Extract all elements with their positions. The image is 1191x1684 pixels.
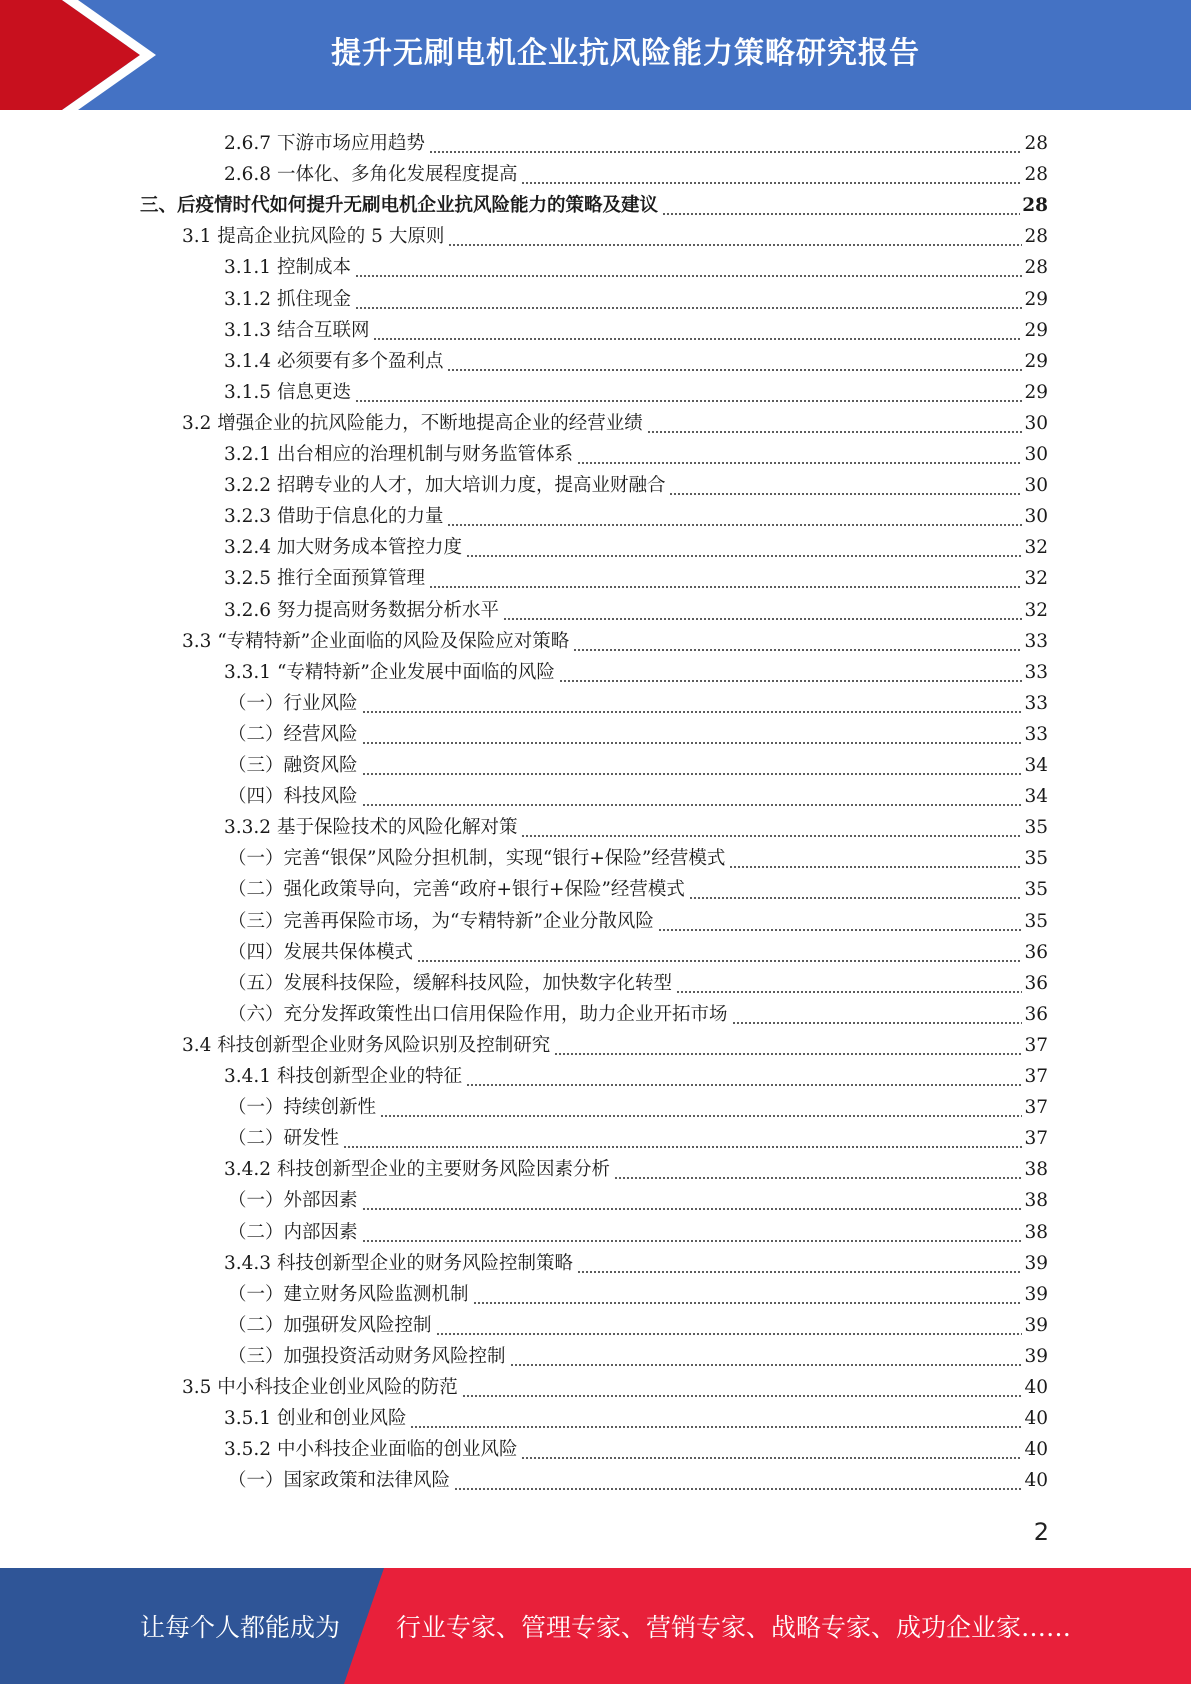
- toc-dot-leader: [521, 1434, 1022, 1465]
- toc-dot-leader: [362, 1185, 1023, 1216]
- toc-entry[interactable]: [228, 874, 1048, 905]
- toc-entry[interactable]: [182, 1030, 1048, 1061]
- toc-entry-page: 33: [1024, 661, 1048, 683]
- toc-entry[interactable]: [228, 1341, 1048, 1372]
- toc-entry-label: （一）持续创新性: [228, 1097, 377, 1119]
- toc-entry-page: 28: [1022, 195, 1048, 217]
- toc-entry[interactable]: [224, 532, 1048, 563]
- toc-entry[interactable]: [228, 1185, 1048, 1216]
- toc-entry-label: 3.2 增强企业的抗风险能力，不断地提高企业的经营业绩: [182, 412, 643, 434]
- toc-entry-page: 29: [1024, 350, 1048, 372]
- toc-entry-page: 38: [1024, 1190, 1048, 1212]
- toc-entry[interactable]: [228, 906, 1048, 937]
- toc-dot-leader: [658, 906, 1023, 937]
- toc-entry[interactable]: [224, 595, 1048, 626]
- toc-entry-page: 28: [1024, 257, 1048, 279]
- toc-entry[interactable]: [224, 1434, 1048, 1465]
- toc-dot-leader: [521, 812, 1022, 843]
- toc-entry-page: 35: [1024, 848, 1048, 870]
- toc-entry-page: 29: [1024, 381, 1048, 403]
- toc-entry[interactable]: [224, 315, 1048, 346]
- toc-dot-leader: [503, 595, 1022, 626]
- toc-entry[interactable]: [224, 1248, 1048, 1279]
- toc-entry-page: 36: [1024, 1003, 1048, 1025]
- toc-entry-page: 39: [1024, 1283, 1048, 1305]
- toc-entry-label: 2.6.8 一体化、多角化发展程度提高: [224, 164, 518, 186]
- toc-dot-leader: [559, 657, 1023, 688]
- toc-dot-leader: [355, 284, 1023, 315]
- toc-entry-page: 32: [1024, 568, 1048, 590]
- toc-entry-page: 37: [1024, 1034, 1048, 1056]
- toc-dot-leader: [343, 1123, 1022, 1154]
- toc-dot-leader: [454, 1465, 1022, 1496]
- toc-entry[interactable]: [224, 128, 1048, 159]
- toc-entry-label: （一）行业风险: [228, 692, 358, 714]
- report-title: 提升无刷电机企业抗风险能力策略研究报告: [331, 36, 920, 71]
- toc-dot-leader: [429, 563, 1022, 594]
- toc-entry[interactable]: [182, 408, 1048, 439]
- toc-entry[interactable]: [224, 1061, 1048, 1092]
- toc-entry[interactable]: [182, 1372, 1048, 1403]
- toc-entry[interactable]: [228, 999, 1048, 1030]
- toc-entry-page: 40: [1024, 1377, 1048, 1398]
- toc-entry-label: （一）建立财务风险监测机制: [228, 1283, 469, 1305]
- toc-dot-leader: [417, 937, 1022, 968]
- toc-entry[interactable]: [228, 1092, 1048, 1123]
- toc-entry-label: 3.4.2 科技创新型企业的主要财务风险因素分析: [224, 1159, 610, 1181]
- toc-dot-leader: [448, 221, 1022, 252]
- toc-dot-leader: [732, 999, 1023, 1030]
- toc-dot-leader: [554, 1030, 1022, 1061]
- toc-entry-page: 35: [1024, 817, 1048, 839]
- toc-entry[interactable]: [228, 968, 1048, 999]
- toc-entry-label: （六）充分发挥政策性出口信用保险作用，助力企业开拓市场: [228, 1003, 728, 1025]
- toc-dot-leader: [362, 719, 1023, 750]
- toc-entry[interactable]: [224, 1154, 1048, 1185]
- toc-dot-leader: [410, 1403, 1022, 1434]
- toc-entry-page: 39: [1024, 1252, 1048, 1274]
- toc-entry-label: （一）完善“银保”风险分担机制，实现“银行+保险”经营模式: [228, 848, 726, 870]
- toc-dot-leader: [462, 1372, 1023, 1403]
- toc-entry-page: 38: [1024, 1159, 1048, 1181]
- toc-entry-page: 33: [1024, 723, 1048, 745]
- toc-entry-label: 3.2.3 借助于信息化的力量: [224, 506, 444, 528]
- toc-entry[interactable]: [228, 688, 1048, 719]
- toc-dot-leader: [362, 688, 1023, 719]
- toc-entry[interactable]: [228, 781, 1048, 812]
- toc-dot-leader: [355, 377, 1023, 408]
- toc-entry-page: 40: [1024, 1408, 1048, 1430]
- toc-entry-label: （二）内部因素: [228, 1221, 358, 1243]
- toc-entry[interactable]: [140, 190, 1048, 221]
- toc-entry-label: （一）国家政策和法律风险: [228, 1470, 451, 1492]
- toc-entry-page: 28: [1024, 133, 1048, 154]
- toc-entry[interactable]: [224, 563, 1048, 594]
- toc-entry-label: 3.2.2 招聘专业的人才，加大培训力度，提高业财融合: [224, 475, 666, 497]
- toc-dot-leader: [521, 159, 1022, 190]
- toc-entry-page: 28: [1024, 164, 1048, 186]
- toc-entry-label: 3.3.2 基于保险技术的风险化解对策: [224, 817, 518, 839]
- toc-entry-label: 3.5.1 创业和创业风险: [224, 1408, 407, 1430]
- toc-entry-page: 34: [1024, 786, 1048, 808]
- toc-entry-label: 3.1.1 控制成本: [224, 257, 351, 279]
- toc-dot-leader: [362, 1217, 1023, 1248]
- toc-dot-leader: [577, 439, 1022, 470]
- toc-dot-leader: [577, 1248, 1022, 1279]
- toc-entry-label: （二）研发性: [228, 1128, 340, 1150]
- toc-entry-label: （二）强化政策导向，完善“政府+银行+保险”经营模式: [228, 879, 685, 901]
- toc-entry-page: 28: [1024, 226, 1048, 248]
- toc-entry[interactable]: [224, 501, 1048, 532]
- toc-entry-label: （五）发展科技保险，缓解科技风险，加快数字化转型: [228, 972, 673, 994]
- toc-dot-leader: [447, 501, 1022, 532]
- toc-dot-leader: [447, 346, 1022, 377]
- toc-entry-page: 37: [1024, 1128, 1048, 1150]
- toc-dot-leader: [647, 408, 1023, 439]
- toc-entry[interactable]: [228, 1279, 1048, 1310]
- toc-entry-label: 3.1.2 抓住现金: [224, 288, 351, 310]
- toc-entry[interactable]: [224, 284, 1048, 315]
- toc-dot-leader: [473, 1279, 1023, 1310]
- toc-entry-label: 3.1.3 结合互联网: [224, 319, 370, 341]
- toc-entry[interactable]: [182, 626, 1048, 657]
- toc-entry-page: 36: [1024, 972, 1048, 994]
- toc-dot-leader: [676, 968, 1022, 999]
- toc-entry-label: （一）外部因素: [228, 1190, 358, 1212]
- toc-entry-label: （三）融资风险: [228, 755, 358, 776]
- toc-entry-label: 3.2.5 推行全面预算管理: [224, 568, 425, 590]
- toc-dot-leader: [466, 1061, 1022, 1092]
- toc-dot-leader: [355, 252, 1023, 283]
- toc-entry-label: 3.2.4 加大财务成本管控力度: [224, 537, 462, 559]
- toc-entry-label: （二）经营风险: [228, 723, 358, 745]
- toc-entry-label: 3.5.2 中小科技企业面临的创业风险: [224, 1439, 518, 1461]
- toc-entry-page: 33: [1024, 692, 1048, 714]
- toc-entry-page: 37: [1024, 1066, 1048, 1087]
- toc-entry[interactable]: [228, 1217, 1048, 1248]
- toc-entry-label: 3.3 “专精特新”企业面临的风险及保险应对策略: [182, 630, 570, 652]
- toc-entry-page: 32: [1024, 537, 1048, 559]
- toc-dot-leader: [436, 1310, 1023, 1341]
- toc-entry-page: 36: [1024, 941, 1048, 963]
- toc-entry-page: 38: [1024, 1221, 1048, 1243]
- toc-dot-leader: [662, 190, 1020, 221]
- toc-entry[interactable]: [224, 439, 1048, 470]
- footer-banner: [0, 1568, 1191, 1684]
- toc-entry[interactable]: [182, 221, 1048, 252]
- toc-entry-page: 30: [1024, 444, 1048, 465]
- toc-dot-leader: [669, 470, 1022, 501]
- toc-entry-label: 3.2.1 出台相应的治理机制与财务监管体系: [224, 444, 573, 465]
- toc-entry-label: 3.4 科技创新型企业财务风险识别及控制研究: [182, 1034, 551, 1056]
- toc-entry-label: 2.6.7 下游市场应用趋势: [224, 133, 425, 154]
- toc-dot-leader: [380, 1092, 1022, 1123]
- toc-entry-label: 3.4.3 科技创新型企业的财务风险控制策略: [224, 1252, 573, 1274]
- toc-entry-label: 三、后疫情时代如何提升无刷电机企业抗风险能力的策略及建议: [140, 195, 659, 217]
- toc-entry-page: 32: [1024, 599, 1048, 621]
- toc-entry-label: （三）完善再保险市场，为“专精特新”企业分散风险: [228, 910, 654, 932]
- toc-entry-label: （二）加强研发风险控制: [228, 1314, 432, 1336]
- toc-entry-label: 3.4.1 科技创新型企业的特征: [224, 1066, 462, 1087]
- toc-entry[interactable]: [228, 719, 1048, 750]
- toc-entry-page: 30: [1024, 412, 1048, 434]
- toc-entry-page: 39: [1024, 1314, 1048, 1336]
- toc-entry-page: 29: [1024, 319, 1048, 341]
- toc-entry-label: 3.1 提高企业抗风险的 5 大原则: [182, 226, 445, 248]
- toc-entry-label: 3.3.1 “专精特新”企业发展中面临的风险: [224, 661, 555, 683]
- page-number: 2: [1033, 1518, 1049, 1546]
- toc-dot-leader: [729, 843, 1022, 874]
- toc-entry[interactable]: [224, 159, 1048, 190]
- toc-entry-page: 40: [1024, 1439, 1048, 1461]
- toc-entry[interactable]: [224, 252, 1048, 283]
- toc-entry-page: 35: [1024, 910, 1048, 932]
- toc-entry-page: 35: [1024, 879, 1048, 901]
- toc-entry[interactable]: [228, 1465, 1048, 1496]
- toc-entry-page: 29: [1024, 288, 1048, 310]
- toc-dot-leader: [429, 128, 1022, 159]
- toc-entry-page: 30: [1024, 506, 1048, 528]
- toc-dot-leader: [373, 315, 1022, 346]
- toc-entry-page: 37: [1024, 1097, 1048, 1119]
- toc-entry-label: 3.2.6 努力提高财务数据分析水平: [224, 599, 499, 621]
- toc-dot-leader: [689, 874, 1023, 905]
- toc-entry[interactable]: [228, 1123, 1048, 1154]
- toc-entry[interactable]: [228, 937, 1048, 968]
- toc-entry[interactable]: [228, 843, 1048, 874]
- toc-dot-leader: [466, 532, 1022, 563]
- toc-entry[interactable]: [224, 470, 1048, 501]
- toc-entry[interactable]: [224, 657, 1048, 688]
- toc-entry[interactable]: [224, 346, 1048, 377]
- toc-dot-leader: [573, 626, 1022, 657]
- toc-entry-page: 39: [1024, 1345, 1048, 1367]
- toc-entry-page: 34: [1024, 755, 1048, 776]
- toc-entry[interactable]: [228, 1310, 1048, 1341]
- toc-entry[interactable]: [224, 1403, 1048, 1434]
- toc-entry-label: 3.5 中小科技企业创业风险的防范: [182, 1377, 458, 1398]
- toc-dot-leader: [614, 1154, 1022, 1185]
- toc-dot-leader: [362, 750, 1023, 781]
- toc-entry-label: （四）科技风险: [228, 786, 358, 808]
- toc-entry-label: 3.1.5 信息更迭: [224, 381, 351, 403]
- toc-entry[interactable]: [228, 750, 1048, 781]
- toc-entry-label: 3.1.4 必须要有多个盈利点: [224, 350, 444, 372]
- toc-dot-leader: [510, 1341, 1023, 1372]
- toc-entry[interactable]: [224, 812, 1048, 843]
- toc-entry-page: 30: [1024, 475, 1048, 497]
- toc-dot-leader: [362, 781, 1023, 812]
- footer-slogan-right: 行业专家、管理专家、营销专家、战略专家、成功企业家……: [396, 1613, 1072, 1642]
- footer-slogan-left: 让每个人都能成为: [140, 1613, 341, 1642]
- toc-entry-label: （三）加强投资活动财务风险控制: [228, 1345, 506, 1367]
- toc-entry-page: 33: [1024, 630, 1048, 652]
- toc-entry[interactable]: [224, 377, 1048, 408]
- header-banner: [0, 0, 1191, 110]
- toc-entry-label: （四）发展共保体模式: [228, 941, 414, 963]
- toc-entry-page: 40: [1024, 1470, 1048, 1492]
